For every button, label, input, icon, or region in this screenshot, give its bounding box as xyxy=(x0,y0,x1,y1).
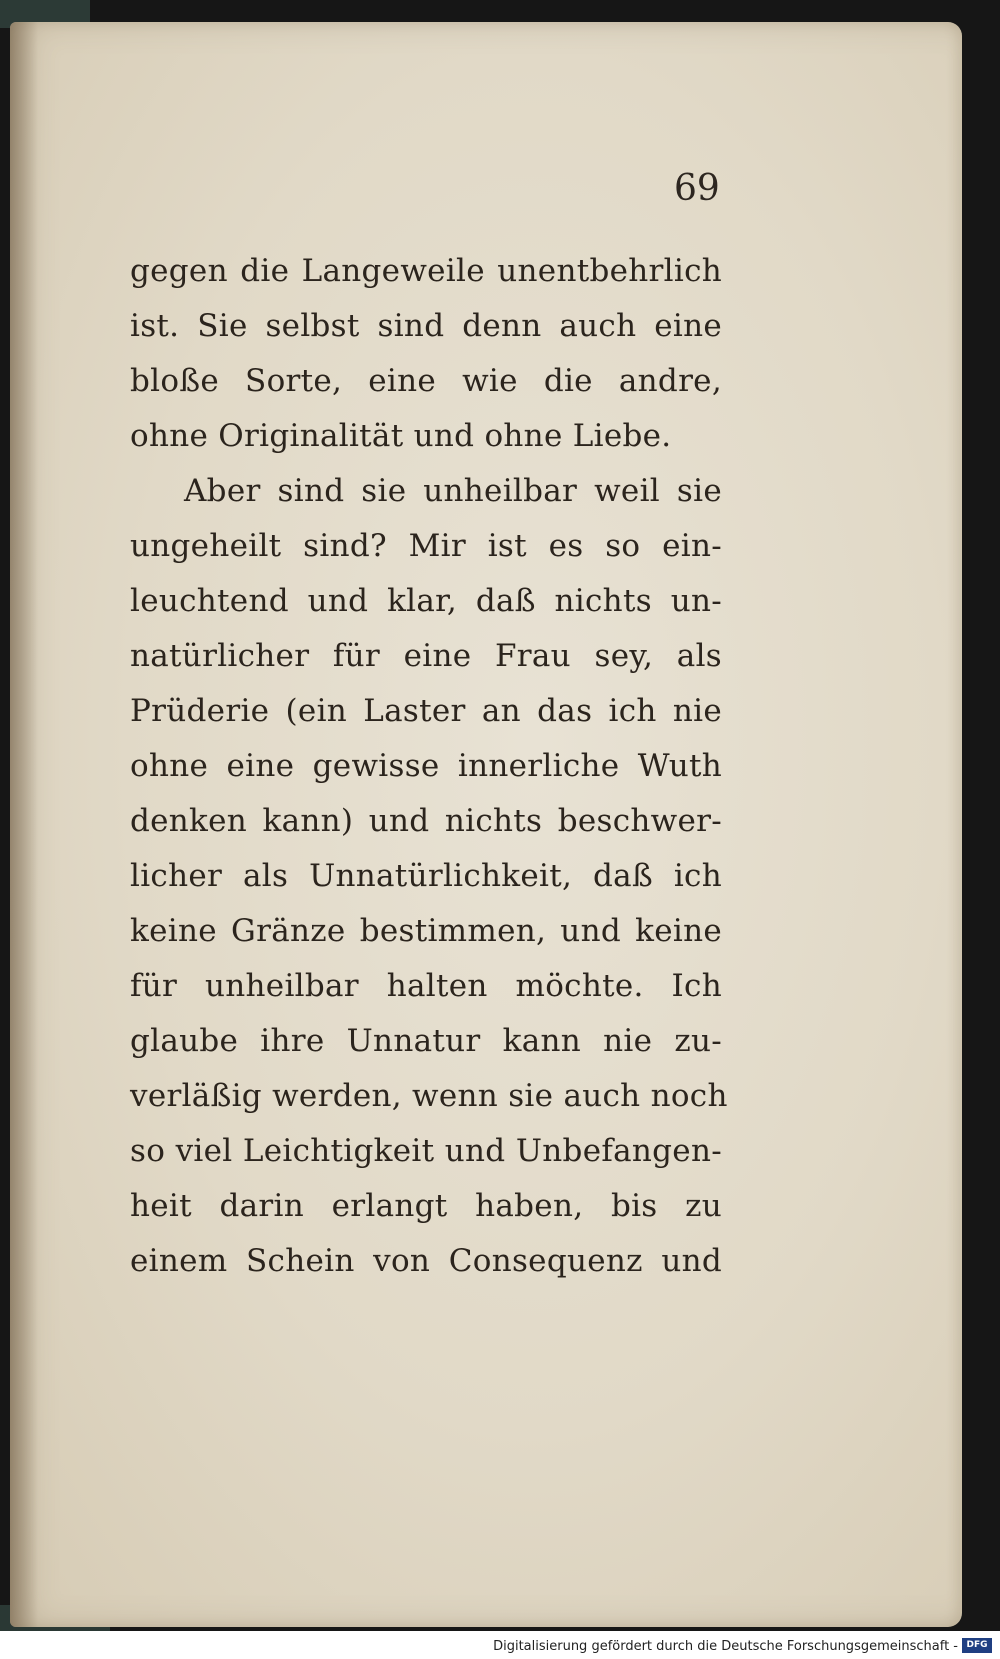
gutter-shadow xyxy=(10,22,38,1627)
text-line: glaube ihre Unnatur kann nie zu- xyxy=(130,1023,722,1059)
text-line: ohne eine gewisse innerliche Wuth xyxy=(130,748,722,784)
text-line: ist. Sie selbst sind denn auch eine xyxy=(130,308,722,344)
text-line: natürlicher für eine Frau sey, als xyxy=(130,638,722,674)
text-line: licher als Unnatürlichkeit, daß ich xyxy=(130,858,722,894)
text-line: bloße Sorte, eine wie die andre, xyxy=(130,363,722,399)
body-text xyxy=(130,244,728,1289)
text-line: verläßig werden, wenn sie auch noch xyxy=(130,1078,728,1114)
text-line: ungeheilt sind? Mir ist es so ein- xyxy=(130,528,722,564)
text-line: so viel Leichtigkeit und Unbefangen- xyxy=(130,1133,722,1169)
text-line: ohne Originalität und ohne Liebe. xyxy=(130,418,672,454)
text-line: Prüderie (ein Laster an das ich nie xyxy=(130,693,722,729)
funding-credit: Digitalisierung gefördert durch die Deutsche Forschungsgemeinschaft - xyxy=(493,1639,958,1654)
footer-bar xyxy=(0,1631,1000,1659)
text-line: keine Gränze bestimmen, und keine xyxy=(130,913,722,949)
dfg-logo: DFG xyxy=(962,1638,992,1653)
text-line: Aber sind sie unheilbar weil sie xyxy=(184,473,722,509)
page-number: 69 xyxy=(674,168,720,209)
text-line: gegen die Langeweile unentbehrlich xyxy=(130,253,722,289)
text-line: für unheilbar halten möchte. Ich xyxy=(130,968,722,1004)
text-line: denken kann) und nichts beschwer- xyxy=(130,803,722,839)
text-line: heit darin erlangt haben, bis zu xyxy=(130,1188,722,1224)
text-line: einem Schein von Consequenz und xyxy=(130,1243,722,1279)
text-line: leuchtend und klar, daß nichts un- xyxy=(130,583,722,619)
